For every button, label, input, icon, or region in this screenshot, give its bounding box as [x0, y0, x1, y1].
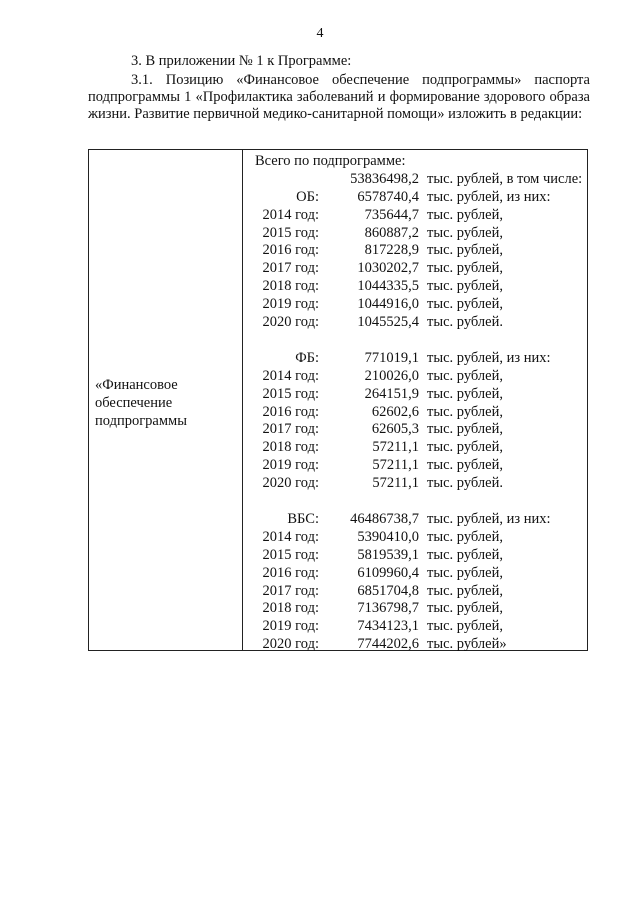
table-right-cell: [249, 153, 585, 654]
group-spacer: [249, 493, 585, 511]
year-label: 2019 год:: [262, 457, 319, 474]
year-row: [249, 565, 585, 583]
table-column-divider: [242, 150, 243, 650]
year-value: 62602,6: [371, 403, 419, 420]
group-total-row: [249, 511, 585, 529]
year-unit: тыс. рублей,: [427, 421, 503, 438]
year-row: [249, 368, 585, 386]
year-unit: тыс. рублей,: [427, 618, 503, 635]
year-label: 2020 год:: [262, 314, 319, 331]
year-label: 2016 год:: [262, 242, 319, 259]
year-value: 1030202,7: [357, 260, 419, 277]
group-total-unit: тыс. рублей, из них:: [427, 188, 551, 205]
year-unit: тыс. рублей,: [427, 278, 503, 295]
year-label: 2016 год:: [262, 564, 319, 581]
year-label: 2015 год:: [262, 546, 319, 563]
year-value: 7136798,7: [357, 600, 419, 617]
page-number: 4: [316, 26, 324, 41]
table-left-cell: [95, 376, 235, 430]
year-row: [249, 475, 585, 493]
year-value: 57211,1: [372, 475, 419, 492]
year-label: 2020 год:: [262, 636, 319, 653]
group-total-unit: тыс. рублей, из них:: [427, 349, 551, 366]
year-label: 2017 год:: [262, 421, 319, 438]
year-value: 7434123,1: [357, 618, 419, 635]
year-row: [249, 636, 585, 654]
total-value-row: [249, 171, 585, 189]
year-unit: тыс. рублей,: [427, 564, 503, 581]
year-value: 7744202,6: [357, 636, 419, 653]
year-unit: тыс. рублей,: [427, 367, 503, 384]
year-value: 1044335,5: [357, 278, 419, 295]
paragraph-3: 3. В приложении № 1 к Программе:: [131, 53, 352, 69]
year-unit: тыс. рублей,: [427, 260, 503, 277]
group-total-value: 771019,1: [364, 349, 419, 366]
year-unit: тыс. рублей,: [427, 296, 503, 313]
year-unit: тыс. рублей,: [427, 439, 503, 456]
year-value: 6851704,8: [357, 582, 419, 599]
year-value: 1045525,4: [357, 314, 419, 331]
year-row: [249, 600, 585, 618]
year-row: [249, 439, 585, 457]
year-unit: тыс. рублей,: [427, 528, 503, 545]
year-row: [249, 260, 585, 278]
year-unit: тыс. рублей,: [427, 224, 503, 241]
year-value: 6109960,4: [357, 564, 419, 581]
year-label: 2018 год:: [262, 600, 319, 617]
year-row: [249, 421, 585, 439]
year-value: 5390410,0: [357, 528, 419, 545]
year-label: 2020 год:: [262, 475, 319, 492]
left-cell-line: «Финансовое: [95, 377, 178, 393]
year-value: 62605,3: [371, 421, 419, 438]
total-value: 53836498,2: [350, 170, 419, 187]
group-total-unit: тыс. рублей, из них:: [427, 511, 551, 528]
year-label: 2018 год:: [262, 439, 319, 456]
year-label: 2015 год:: [262, 385, 319, 402]
year-label: 2014 год:: [262, 206, 319, 223]
year-value: 735644,7: [364, 206, 419, 223]
group-label: ОБ:: [296, 188, 319, 205]
year-row: [249, 314, 585, 332]
year-row: [249, 242, 585, 260]
total-unit: тыс. рублей, в том числе:: [427, 170, 583, 187]
year-label: 2018 год:: [262, 278, 319, 295]
group-total-value: 6578740,4: [357, 188, 419, 205]
year-unit: тыс. рублей»: [427, 636, 507, 653]
left-cell-line: обеспечение: [95, 395, 173, 411]
paragraph-3-1-first-line: 3.1. Позицию «Финансовое обеспечение подпрограммы» паспорта: [131, 72, 590, 88]
year-label: 2017 год:: [262, 582, 319, 599]
year-label: 2019 год:: [262, 618, 319, 635]
year-row: [249, 529, 585, 547]
year-value: 264151,9: [364, 385, 419, 402]
year-row: [249, 278, 585, 296]
year-unit: тыс. рублей.: [427, 314, 503, 331]
group-spacer: [249, 332, 585, 350]
group-label: ВБС:: [287, 511, 319, 528]
year-unit: тыс. рублей.: [427, 475, 503, 492]
year-row: [249, 583, 585, 601]
year-row: [249, 386, 585, 404]
group-total-row: [249, 189, 585, 207]
paragraph-3-1: [88, 72, 590, 123]
year-value: 1044916,0: [357, 296, 419, 313]
year-row: [249, 457, 585, 475]
year-value: 57211,1: [372, 439, 419, 456]
year-value: 57211,1: [372, 457, 419, 474]
year-unit: тыс. рублей,: [427, 457, 503, 474]
group-total-value: 46486738,7: [350, 511, 419, 528]
year-value: 817228,9: [364, 242, 419, 259]
total-heading-row: [249, 153, 585, 171]
year-unit: тыс. рублей,: [427, 582, 503, 599]
year-row: [249, 404, 585, 422]
year-value: 860887,2: [364, 224, 419, 241]
year-label: 2016 год:: [262, 403, 319, 420]
paragraph-3-1-rest: подпрограммы 1 «Профилактика заболеваний и формирование здорового образа жизни. Развитие первичной медико-санитарной помощи» изложить в редакции:: [88, 89, 590, 122]
year-unit: тыс. рублей,: [427, 600, 503, 617]
year-value: 5819539,1: [357, 546, 419, 563]
year-unit: тыс. рублей,: [427, 385, 503, 402]
year-row: [249, 207, 585, 225]
year-label: 2017 год:: [262, 260, 319, 277]
year-unit: тыс. рублей,: [427, 206, 503, 223]
group-label: ФБ:: [295, 349, 319, 366]
year-label: 2014 год:: [262, 367, 319, 384]
left-cell-line: подпрограммы: [95, 413, 187, 429]
financing-table: [88, 149, 588, 651]
year-unit: тыс. рублей,: [427, 546, 503, 563]
total-heading: Всего по подпрограмме:: [255, 153, 406, 169]
year-value: 210026,0: [364, 367, 419, 384]
year-row: [249, 618, 585, 636]
year-label: 2019 год:: [262, 296, 319, 313]
year-row: [249, 225, 585, 243]
group-total-row: [249, 350, 585, 368]
year-row: [249, 296, 585, 314]
year-row: [249, 547, 585, 565]
year-label: 2015 год:: [262, 224, 319, 241]
year-unit: тыс. рублей,: [427, 403, 503, 420]
year-label: 2014 год:: [262, 528, 319, 545]
year-unit: тыс. рублей,: [427, 242, 503, 259]
